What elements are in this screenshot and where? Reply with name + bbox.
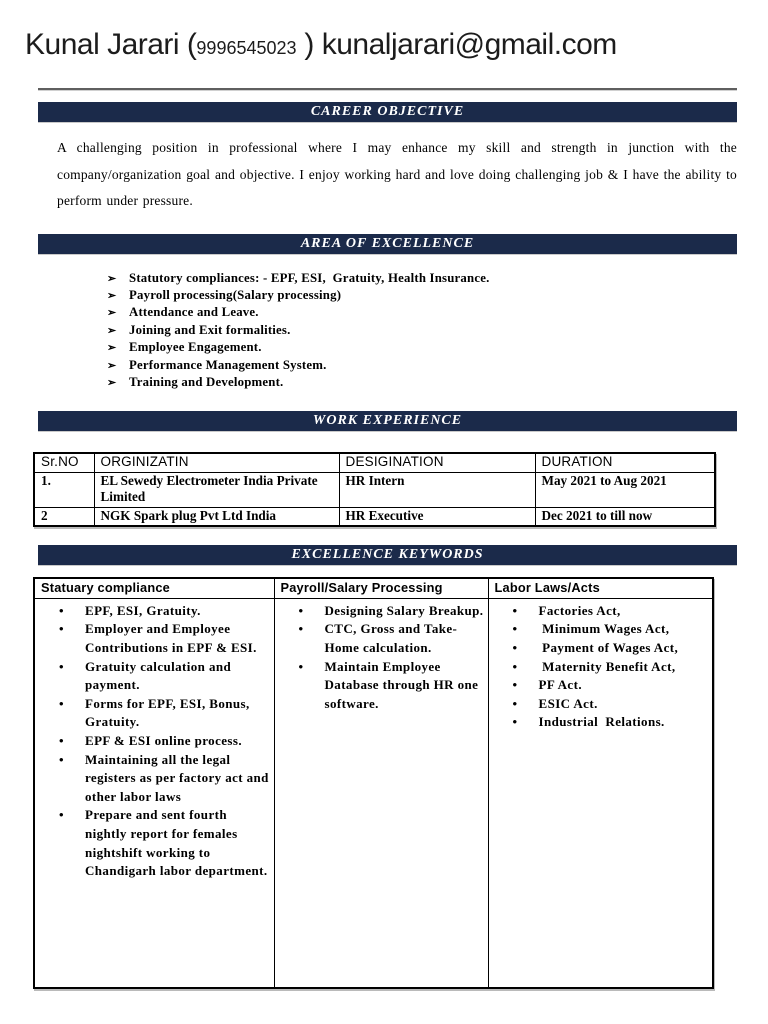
list-item <box>35 620 270 657</box>
column-header-labor-laws: Labor Laws/Acts <box>488 578 713 598</box>
list-item <box>275 602 484 621</box>
dot-bullet-icon: • <box>59 695 64 711</box>
career-objective-text: A challenging position in professional where I may enhance my skill and strength in junction with the company/organization goal and objective. I enjoy working hard and love doing challenging job & I have the ability to perform under pressure. <box>57 140 737 208</box>
dot-bullet-icon: • <box>298 621 304 637</box>
list-item <box>35 695 270 732</box>
dot-bullet-icon: • <box>59 621 64 637</box>
list-item-text: ESIC Act. <box>538 695 598 711</box>
arrow-bullet-icon: ➢ <box>107 342 117 355</box>
list-item <box>107 270 728 287</box>
column-header-srno: Sr.NO <box>34 453 94 472</box>
cell-organization: NGK Spark plug Pvt Ltd India <box>94 507 339 526</box>
labor-laws-cell <box>488 598 713 988</box>
list-item-text: Prepare and sent fourth nightly report for females nightshift working to Chandigarh labor department. <box>85 807 268 879</box>
arrow-bullet-icon: ➢ <box>107 376 117 389</box>
section-header-area-of-excellence <box>38 234 737 254</box>
list-item <box>275 620 484 657</box>
list-item <box>489 713 709 732</box>
statuary-compliance-cell <box>34 598 274 988</box>
list-item-text: Performance Management System. <box>129 357 327 372</box>
arrow-bullet-icon: ➢ <box>107 272 117 285</box>
list-item <box>35 732 270 751</box>
payroll-processing-cell <box>274 598 488 988</box>
list-item <box>489 639 709 658</box>
column-header-designation: DESIGINATION <box>339 453 535 472</box>
dot-bullet-icon: • <box>512 714 518 730</box>
cell-srno: 2 <box>34 507 94 526</box>
dot-bullet-icon: • <box>59 807 64 823</box>
list-item <box>489 676 709 695</box>
cell-duration: May 2021 to Aug 2021 <box>535 472 715 507</box>
cell-designation: HR Executive <box>339 507 535 526</box>
dot-bullet-icon: • <box>59 658 64 674</box>
arrow-bullet-icon: ➢ <box>107 324 117 337</box>
page-title <box>25 27 737 66</box>
dot-bullet-icon: • <box>512 658 518 674</box>
list-item <box>489 695 709 714</box>
dot-bullet-icon: • <box>512 602 518 618</box>
list-item-text: EPF, ESI, Gratuity. <box>85 602 201 618</box>
paren-close: ) <box>304 28 314 61</box>
section-header-excellence-keywords <box>38 545 737 565</box>
section-header-career-objective <box>38 102 737 122</box>
list-item <box>107 374 728 391</box>
list-item-text: PF Act. <box>538 677 582 693</box>
section-title: EXCELLENCE KEYWORDS <box>291 547 484 563</box>
list-item-text: Employee Engagement. <box>129 340 262 355</box>
section-title: CAREER OBJECTIVE <box>310 104 465 119</box>
list-item-text: Factories Act, <box>538 602 621 618</box>
list-item-text: Maintain Employee Database through HR one software. <box>324 658 482 711</box>
person-name: Kunal Jarari <box>25 28 180 61</box>
list-item <box>275 658 484 714</box>
keywords-header-row <box>34 578 713 598</box>
list-item <box>107 322 728 339</box>
dot-bullet-icon: • <box>298 602 304 618</box>
list-item-text: Joining and Exit formalities. <box>129 322 291 337</box>
dot-bullet-icon: • <box>512 677 518 693</box>
paren-open: ( <box>186 28 197 61</box>
resume-header <box>0 0 768 66</box>
keywords-body-row <box>34 598 713 988</box>
list-item-text: Training and Development. <box>129 374 284 389</box>
cell-duration: Dec 2021 to till now <box>535 507 715 526</box>
column-header-statuary-compliance: Statuary compliance <box>34 578 274 598</box>
labor-laws-list <box>489 602 709 732</box>
work-table-header-row <box>34 453 715 472</box>
area-of-excellence-list <box>107 270 728 392</box>
dot-bullet-icon: • <box>59 602 64 618</box>
list-item-text: Industrial Relations. <box>538 714 665 730</box>
list-item <box>489 658 709 677</box>
list-item-text: Designing Salary Breakup. <box>324 602 484 618</box>
excellence-keywords-table <box>33 577 714 989</box>
phone-number: 9996545023 <box>196 38 297 58</box>
dot-bullet-icon: • <box>512 621 518 637</box>
column-header-organization: ORGINIZATIN <box>94 453 339 472</box>
list-item <box>107 357 728 374</box>
header-divider <box>38 88 737 90</box>
list-item <box>107 339 728 356</box>
list-item-text: Payroll processing(Salary processing) <box>129 287 342 302</box>
work-experience-row <box>34 507 715 526</box>
cell-srno: 1. <box>34 472 94 507</box>
list-item-text: Gratuity calculation and payment. <box>85 658 235 693</box>
section-title: WORK EXPERIENCE <box>312 413 463 429</box>
list-item-text: Forms for EPF, ESI, Bonus, Gratuity. <box>85 695 254 730</box>
statuary-compliance-list <box>35 602 273 881</box>
dot-bullet-icon: • <box>59 733 64 748</box>
email-address: kunaljarari@gmail.com <box>321 28 617 61</box>
list-item-text: EPF & ESI online process. <box>85 733 242 748</box>
arrow-bullet-icon: ➢ <box>107 289 117 302</box>
payroll-processing-list <box>275 602 484 714</box>
list-item <box>489 602 709 621</box>
list-item <box>107 304 728 321</box>
column-header-payroll-processing: Payroll/Salary Processing <box>274 578 488 598</box>
work-experience-row <box>34 472 715 507</box>
list-item-text: Attendance and Leave. <box>129 305 259 320</box>
list-item <box>489 620 709 639</box>
column-header-duration: DURATION <box>535 453 715 472</box>
list-item-text: Payment of Wages Act, <box>538 640 679 656</box>
list-item <box>35 806 270 880</box>
list-item-text: Employer and Employee Contributions in EPF & ESI. <box>85 621 257 656</box>
list-item-text: Statutory compliances: - EPF, ESI, Gratuity, Health Insurance. <box>129 270 490 285</box>
dot-bullet-icon: • <box>512 640 518 656</box>
work-experience-table <box>33 452 716 527</box>
dot-bullet-icon: • <box>512 695 518 711</box>
list-item-text: Minimum Wages Act, <box>538 621 670 637</box>
arrow-bullet-icon: ➢ <box>107 307 117 320</box>
dot-bullet-icon: • <box>59 751 64 767</box>
list-item <box>107 287 728 304</box>
cell-organization: EL Sewedy Electrometer India Private Limited <box>94 472 339 507</box>
list-item <box>35 602 270 621</box>
arrow-bullet-icon: ➢ <box>107 359 117 372</box>
list-item <box>35 751 273 807</box>
list-item-text: Maternity Benefit Act, <box>538 658 676 674</box>
list-item-text: Maintaining all the legal registers as per factory act and other labor laws <box>85 751 273 804</box>
dot-bullet-icon: • <box>298 658 304 674</box>
section-header-work-experience <box>38 411 737 431</box>
list-item <box>35 658 270 695</box>
list-item-text: CTC, Gross and Take-Home calculation. <box>324 621 458 656</box>
cell-designation: HR Intern <box>339 472 535 507</box>
section-title: AREA OF EXCELLENCE <box>300 235 475 251</box>
